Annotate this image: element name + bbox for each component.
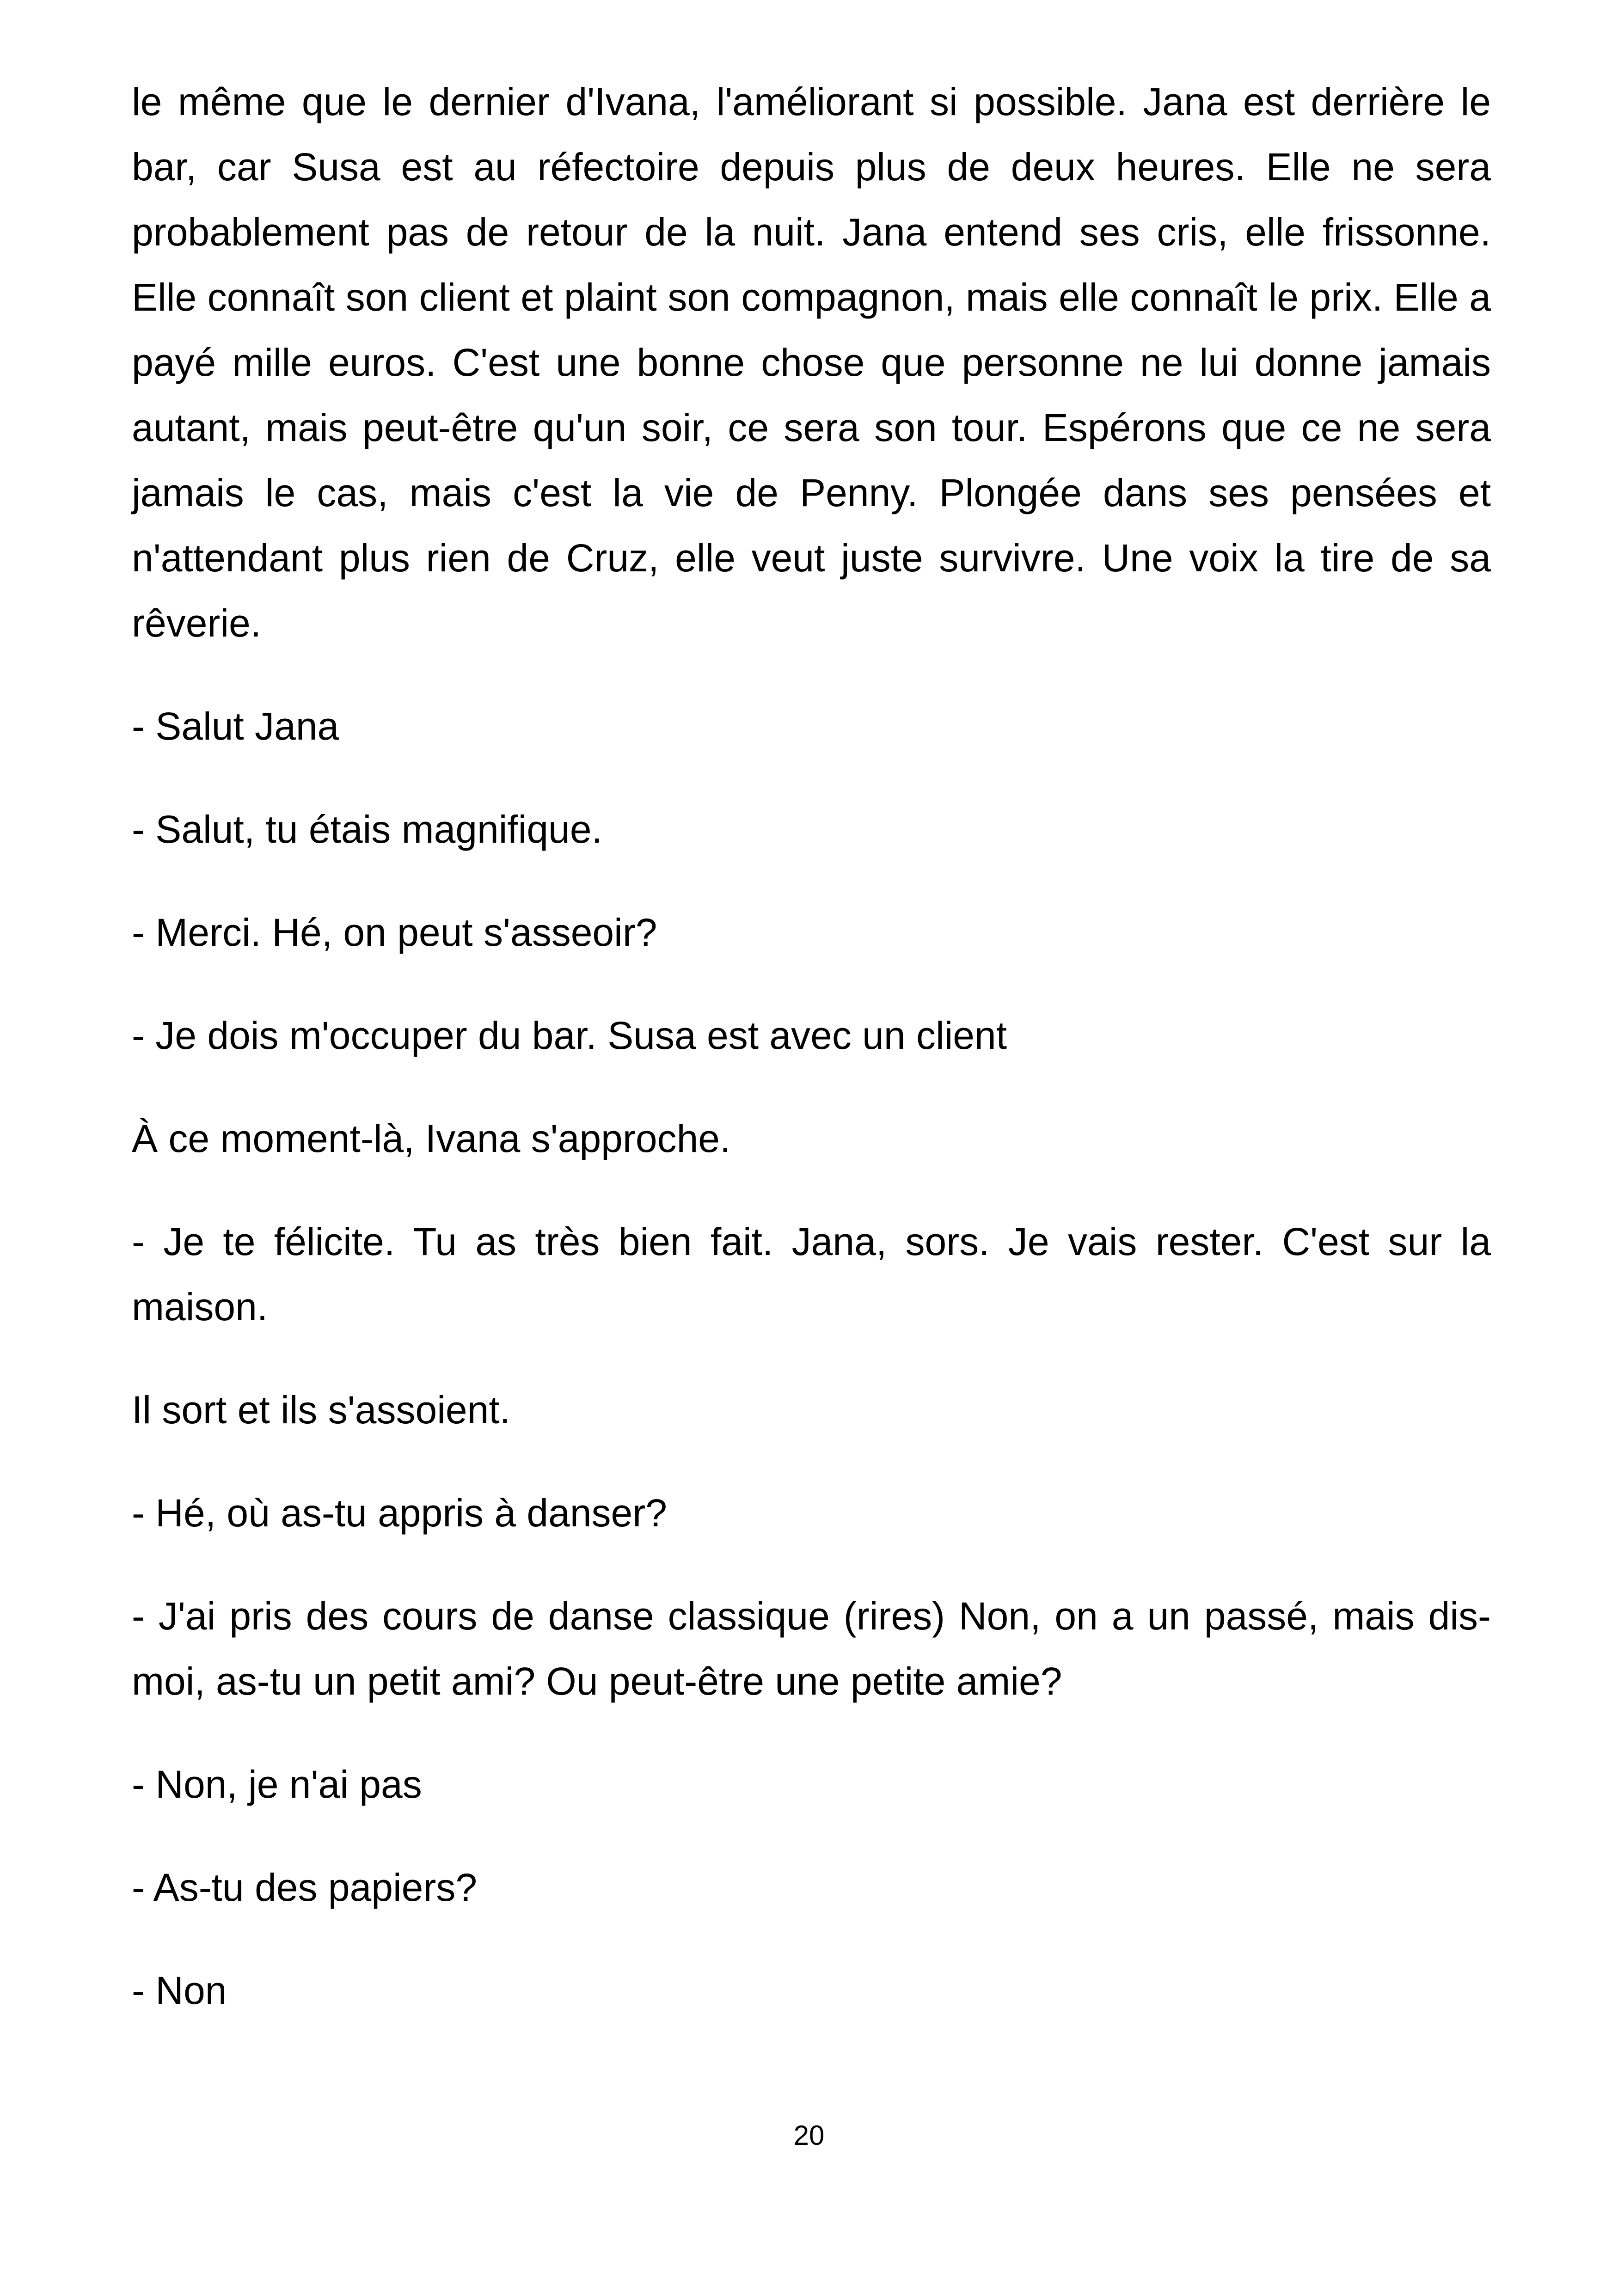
paragraph-narration-3: Il sort et ils s'assoient.: [132, 1388, 510, 1432]
paragraph-narration-1: le même que le dernier d'Ivana, l'améliorant si possible. Jana est derrière le bar, car Susa est au réfectoire depuis plus de deux heures. Elle ne sera probablement pas de retour de la nuit. Jana entend ses cris, elle frissonne. Elle connaît son client et plaint son compagnon, mais elle connaît le prix. Elle a payé mille euros. C'est une bonne chose que personne ne lui donne jamais autant, mais peut-être qu'un soir, ce sera son tour. Espérons que ce ne sera jamais le cas, mais c'est la vie de Penny. Plongée dans ses pensées et n'attendant plus rien de Cruz, elle veut juste survivre. Une voix la tire de sa rêverie.: [132, 80, 1491, 645]
dialogue-line: - Je te félicite. Tu as très bien fait. Jana, sors. Je vais rester. C'est sur la maison.: [132, 1220, 1491, 1329]
dialogue-line: - Je dois m'occuper du bar. Susa est avec un client: [132, 1014, 1007, 1057]
paragraph-narration-2: À ce moment-là, Ivana s'approche.: [132, 1117, 731, 1160]
dialogue-line: - J'ai pris des cours de danse classique (rires) Non, on a un passé, mais dis-moi, as-tu un petit ami? Ou peut-être une petite amie?: [132, 1594, 1491, 1703]
dialogue-line: - Salut, tu étais magnifique.: [132, 808, 602, 851]
dialogue-line: - Salut Jana: [132, 704, 339, 748]
page-number: 20: [793, 2120, 825, 2151]
body-text: [132, 69, 1491, 2023]
dialogue-line: - Merci. Hé, on peut s'asseoir?: [132, 911, 657, 954]
dialogue-line: - As-tu des papiers?: [132, 1866, 478, 1909]
dialogue-line: - Non: [132, 1969, 227, 2012]
dialogue-line: - Hé, où as-tu appris à danser?: [132, 1491, 667, 1535]
dialogue-line: - Non, je n'ai pas: [132, 1763, 422, 1806]
